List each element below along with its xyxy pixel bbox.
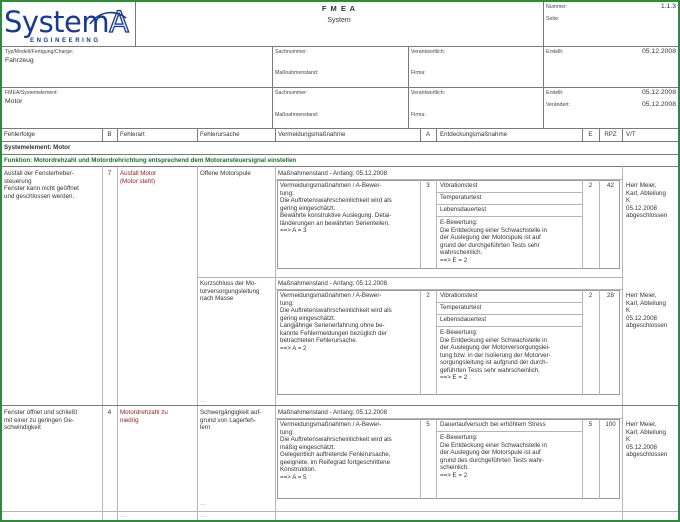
test-2-3: Lebensdauertest <box>440 316 487 323</box>
vermeidung-3: Vermeidungsmaßnahmen / A-Bewer- tung: Die Auftretenswahrscheinlichkeit wird als mäßig eingeschätzt. Gelegentlich auftretende Fehlerursache, geeignete, im Reifegrad fortgeschrittene Konstruktion. ==> A = 5 <box>280 421 392 481</box>
vt-1: Herr Meier, Karl, Abteilung K 05.12.2008 abgeschlossen <box>626 182 668 220</box>
fehlerfolge-2: Fenster öffnet und schließt mit einer zu geringen Ge- schwindigkeit <box>4 409 78 432</box>
geaendert-label: Verändert: <box>546 102 570 108</box>
col-e: E <box>588 131 593 138</box>
entdeckung-2: E-Bewertung: Die Entdeckung einer Schwachstelle in der Auslegung der Motorversorgungslei- tung bzw. in der Isolierung der Motorver- sorgungsleitung ist aufgrund der durch- geführten Tests sehr wahrscheinlich. ==> E = 2 <box>440 329 551 382</box>
stand-3: Maßnahmenstand - Anfang: 05.12.2008 <box>278 409 388 416</box>
e-value-3: 5 <box>588 421 593 428</box>
test-2-1: Vibrationstest <box>440 292 478 299</box>
col-a: A <box>425 131 431 138</box>
vermeidung-2: Vermeidungsmaßnahmen / A-Bewer- tung: Die Auftretenswahrscheinlichkeit wird als gering eingeschätzt. Langjährige Serienerfahrung ohne be- kannte Fehlermeldungen bezüglich der betrachteten Fehlerursache. ==> A = 2 <box>280 292 392 352</box>
company-logo <box>4 6 132 48</box>
fmea-value: Motor <box>5 98 23 105</box>
page-label: Seite: <box>546 16 560 22</box>
stand-2: Maßnahmenstand - Anfang: 05.12.2008 <box>278 280 388 287</box>
erstellt-value-2: 05.12.2008 <box>641 89 676 96</box>
sachnummer-label-2: Sachnummer: <box>275 90 308 96</box>
test-1-1: Vibrationstest <box>440 182 478 189</box>
col-fehlerfolge: Fehlerfolge <box>4 131 35 138</box>
test-3-1: Dauerlaufversuch bei erhöhtem Stress <box>440 421 546 428</box>
entdeckung-1: E-Bewertung: Die Entdeckung einer Schwachstelle in der Auslegung der Motorspule ist auf grund der durchgeführten Tests sehr wahrscheinlich. ==> E = 2 <box>440 219 547 264</box>
logo-swoosh-icon <box>88 8 128 28</box>
rpz-value-1: 42 <box>607 182 614 189</box>
vt-2: Herr Meier, Karl, Abteilung K 05.12.2008 abgeschlossen <box>626 292 668 330</box>
col-fehlerart: Fehlerart <box>120 131 145 138</box>
stand-1: Maßnahmenstand - Anfang: 05.12.2008 <box>278 170 388 177</box>
a-value-3: 5 <box>426 421 430 428</box>
logo-letter: A <box>109 5 129 39</box>
col-fehlerursache: Fehlerursache <box>200 131 240 138</box>
b-value-3: 4 <box>107 409 112 416</box>
vt-3: Herr Meier, Karl, Abteilung K 05.12.2008 abgeschlossen <box>626 421 668 459</box>
firma-label: Firma: <box>411 70 426 76</box>
massnahmenstand-label-2: Maßnahmenstand: <box>275 112 319 118</box>
erstellt-value: 05.12.2008 <box>641 48 676 55</box>
sachnummer-label: Sachnummer: <box>275 49 308 55</box>
massnahmenstand-label: Maßnahmenstand: <box>275 70 319 76</box>
test-1-3: Lebensdauertest <box>440 206 487 213</box>
verantwortlich-label-2: Verantwortlich: <box>411 90 446 96</box>
erstellt-label-2: Erstellt: <box>546 90 564 96</box>
e-value-1: 2 <box>588 182 593 189</box>
logo-text: System <box>4 5 110 39</box>
number-label: Nummer: <box>546 4 568 10</box>
firma-label-2: Firma: <box>411 112 426 118</box>
ellipsis-3: ... <box>120 512 126 519</box>
type-label: Typ/Modell/Fertigung/Charge: <box>5 49 74 55</box>
fehlerart-1: Ausfall Motor (Motor steht) <box>120 170 157 185</box>
col-vt: V/T <box>626 131 636 138</box>
test-2-2: Temperaturtest <box>440 304 482 311</box>
col-entdeckung: Entdeckungsmaßnahme <box>440 131 508 138</box>
b-value-1: 7 <box>107 170 112 177</box>
erstellt-label: Erstellt: <box>546 49 564 55</box>
fmea-label: FMEA/Systemelement: <box>5 90 59 96</box>
fehlerfolge-1: Ausfall der Fensterheber- steuerung Fenster kann nicht geöffnet und geschlossen werden. <box>4 170 79 200</box>
col-vermeidung: Vermeidungsmaßnahme <box>278 131 346 138</box>
vermeidung-1: Vermeidungsmaßnahmen / A-Bewer- tung: Die Auftretenswahrscheinlichkeit wird als gering eingeschätzt. Bewährte konstruktive Auslegung. Detai- länderungen an bewährten Serienteilen. ==> A = 3 <box>280 182 392 235</box>
rpz-value-2: 28 <box>607 292 614 299</box>
fehlerart-2: Motordrehzahl zu niedrig <box>120 409 168 424</box>
col-rpz: RPZ <box>604 131 617 138</box>
systemelement-row: Systemelement: Motor <box>4 144 71 151</box>
ursache-2: Kurzschluss der Mo- torversorgungsleitung nach Masse <box>200 280 260 303</box>
e-value-2: 2 <box>588 292 593 299</box>
doc-title: F M E A <box>321 4 357 13</box>
type-value: Fahrzeug <box>5 57 34 64</box>
number-value: 1.1.3 <box>660 3 676 10</box>
a-value-1: 3 <box>426 182 430 189</box>
function-row: Funktion: Motordrehzahl und Motordrehrichtung entsprechend dem Motoransteuersignal einstellen <box>4 157 297 164</box>
ursache-1: Offene Motorspule <box>200 170 251 177</box>
logo-subtitle: ENGINEERING <box>30 38 101 44</box>
test-1-2: Temperaturtest <box>440 194 482 201</box>
ellipsis-1: ... <box>200 397 206 404</box>
ellipsis-4: ... <box>200 512 206 519</box>
col-b: B <box>107 131 112 138</box>
verantwortlich-label: Verantwortlich: <box>411 49 446 55</box>
rpz-value-3: 100 <box>605 421 616 428</box>
geaendert-value: 05.12.2008 <box>641 101 676 108</box>
ellipsis-2: ... <box>200 500 206 507</box>
a-value-2: 2 <box>426 292 430 299</box>
ursache-3: Schwergängigkeit auf- grund von Lagerfeh- lern <box>200 409 262 432</box>
doc-subtitle: System <box>327 17 351 24</box>
entdeckung-3: E-Bewertung: Die Entdeckung einer Schwachstelle in der Auslegung der Motorspule ist auf grund des durchgeführten Tests wahr- scheinlich. ==> E = 2 <box>440 434 547 479</box>
